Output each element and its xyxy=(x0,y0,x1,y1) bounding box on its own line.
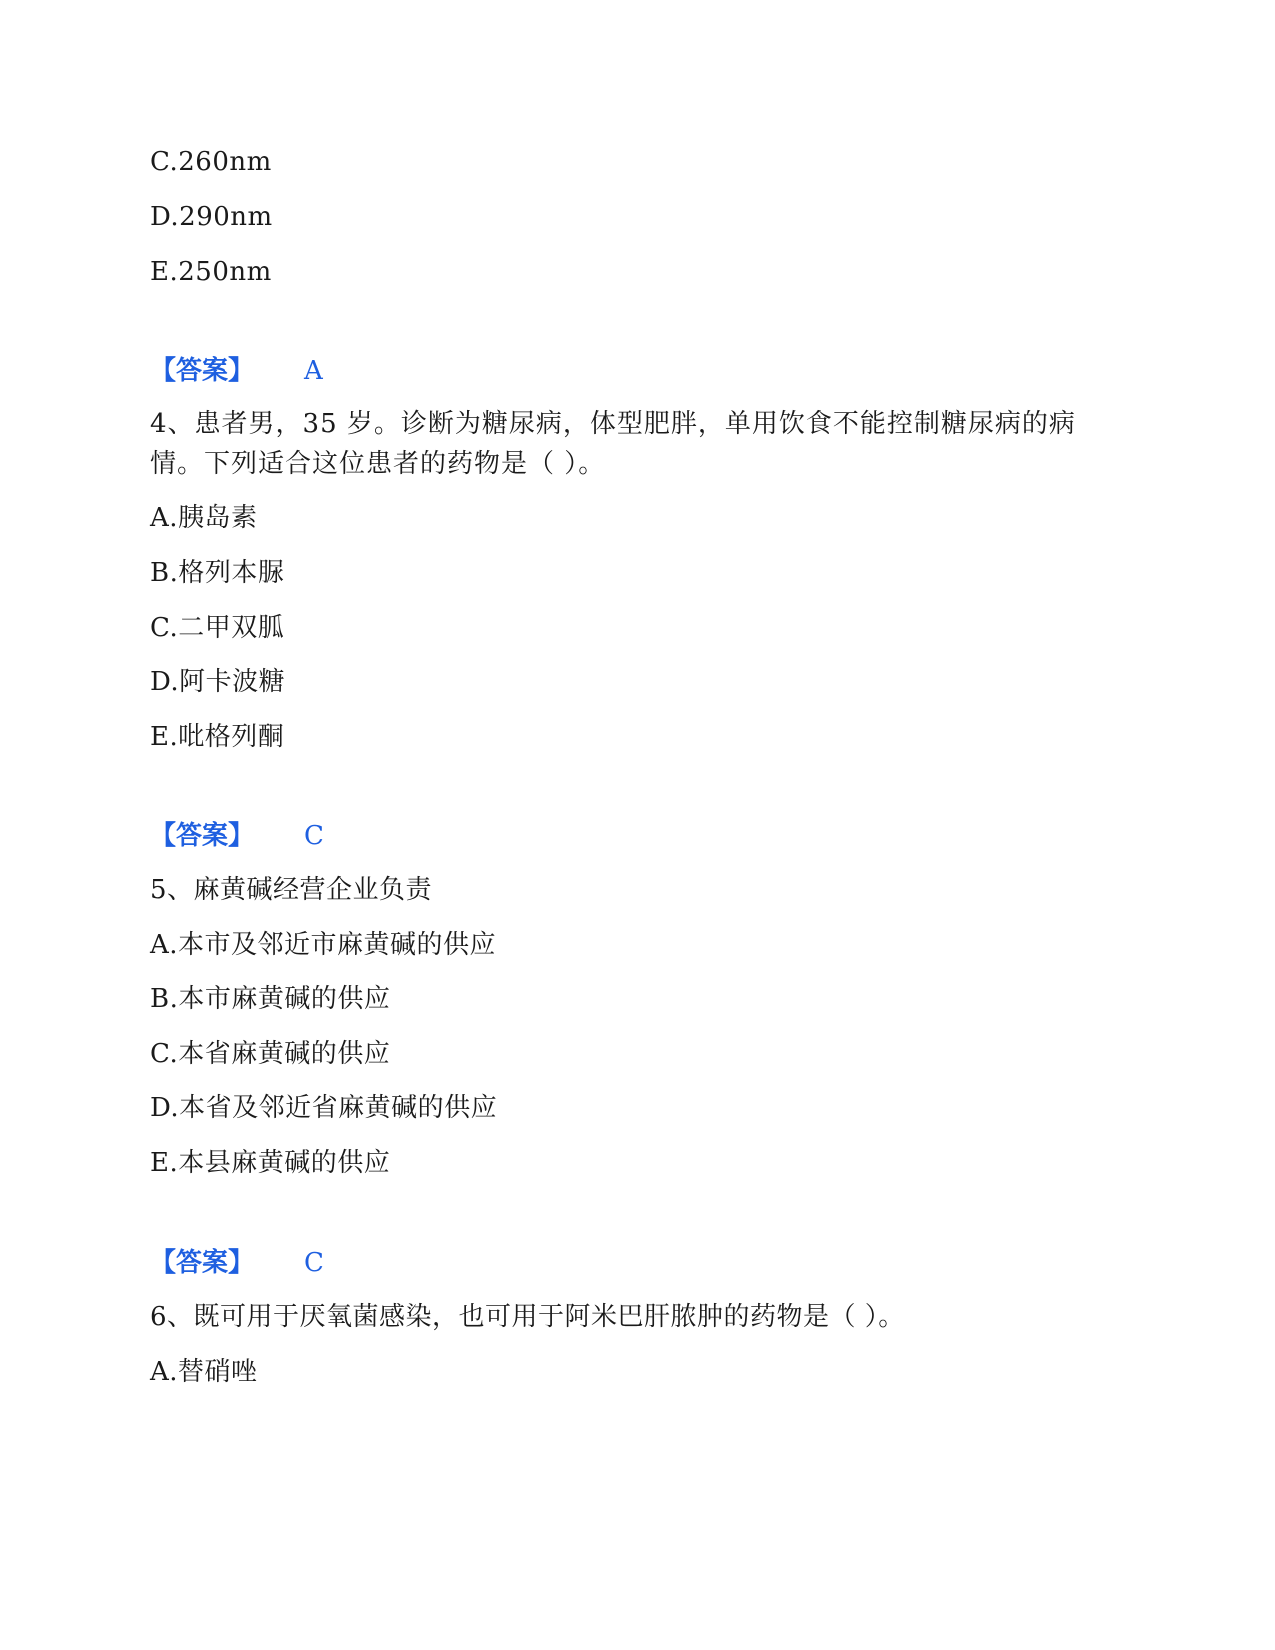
q3-option-c: C.260nm xyxy=(150,147,272,177)
q5-option-d: D.本省及邻近省麻黄碱的供应 xyxy=(150,1093,498,1123)
q6-question: 6、既可用于厌氧菌感染，也可用于阿米巴肝脓肿的药物是（ ）。 xyxy=(150,1302,905,1332)
q6-option-a: A.替硝唑 xyxy=(150,1357,258,1387)
q4-answer xyxy=(150,820,324,852)
q4-option-c: C.二甲双胍 xyxy=(150,613,285,643)
q4-question: 4、患者男，35 岁。诊断为糖尿病，体型肥胖，单用饮食不能控制糖尿病的病情。下列适合这位患者的药物是（ ）。 xyxy=(150,409,1076,479)
answer-value: A xyxy=(304,356,323,386)
q5-option-b: B.本市麻黄碱的供应 xyxy=(150,984,391,1014)
answer-tag: 【答案】 xyxy=(150,1248,255,1278)
answer-tag: 【答案】 xyxy=(150,821,255,851)
q5-answer xyxy=(150,1247,324,1279)
q5-option-e: E.本县麻黄碱的供应 xyxy=(150,1148,391,1178)
q5-option-a: A.本市及邻近市麻黄碱的供应 xyxy=(150,930,497,960)
answer-tag: 【答案】 xyxy=(150,356,255,386)
q5-question: 5、麻黄碱经营企业负责 xyxy=(150,875,433,905)
q4-option-b: B.格列本脲 xyxy=(150,558,285,588)
q4-option-e: E.吡格列酮 xyxy=(150,722,285,752)
q3-option-e: E.250nm xyxy=(150,257,272,287)
answer-value: C xyxy=(304,821,324,851)
q4-option-a: A.胰岛素 xyxy=(150,503,258,533)
q5-option-c: C.本省麻黄碱的供应 xyxy=(150,1039,391,1069)
q4-option-d: D.阿卡波糖 xyxy=(150,667,286,697)
q3-answer xyxy=(150,355,323,387)
q3-option-d: D.290nm xyxy=(150,202,273,232)
answer-value: C xyxy=(304,1248,324,1278)
